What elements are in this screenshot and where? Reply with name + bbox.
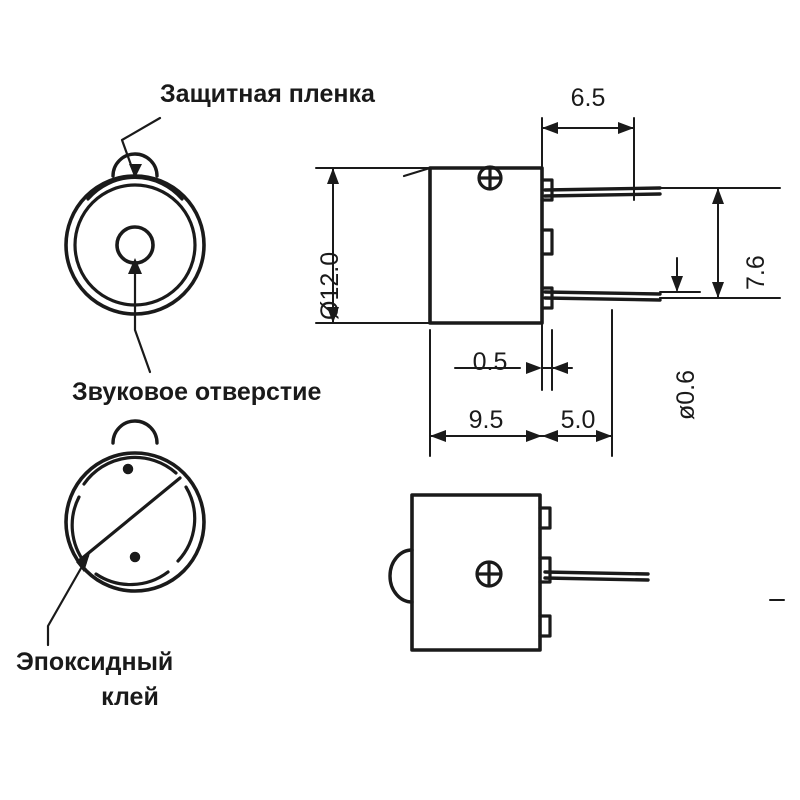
label-pin-diameter: ø0.6	[672, 369, 700, 420]
callout-leader-sound-hole	[135, 262, 150, 372]
label-protective-film: Защитная пленка	[160, 80, 375, 108]
label-epoxy-glue-line1: Эпоксидный	[16, 648, 174, 676]
bottom-view-circle	[66, 421, 204, 591]
front-view-rect	[404, 167, 660, 323]
label-offset-5-0: 5.0	[560, 406, 596, 434]
label-width-6-5: 6.5	[570, 84, 606, 112]
label-height-9-5: 9.5	[468, 406, 504, 434]
dimension-pin-diameter	[660, 258, 700, 298]
label-diameter-12: Ø12.0	[316, 251, 344, 320]
label-epoxy-glue-line2: клей	[101, 683, 159, 711]
label-lip-0-5: 0.5	[472, 348, 508, 376]
label-pin-spacing-7-6: 7.6	[742, 255, 770, 290]
label-sound-hole: Звуковое отверстие	[72, 378, 322, 406]
side-view-rect	[390, 495, 648, 650]
